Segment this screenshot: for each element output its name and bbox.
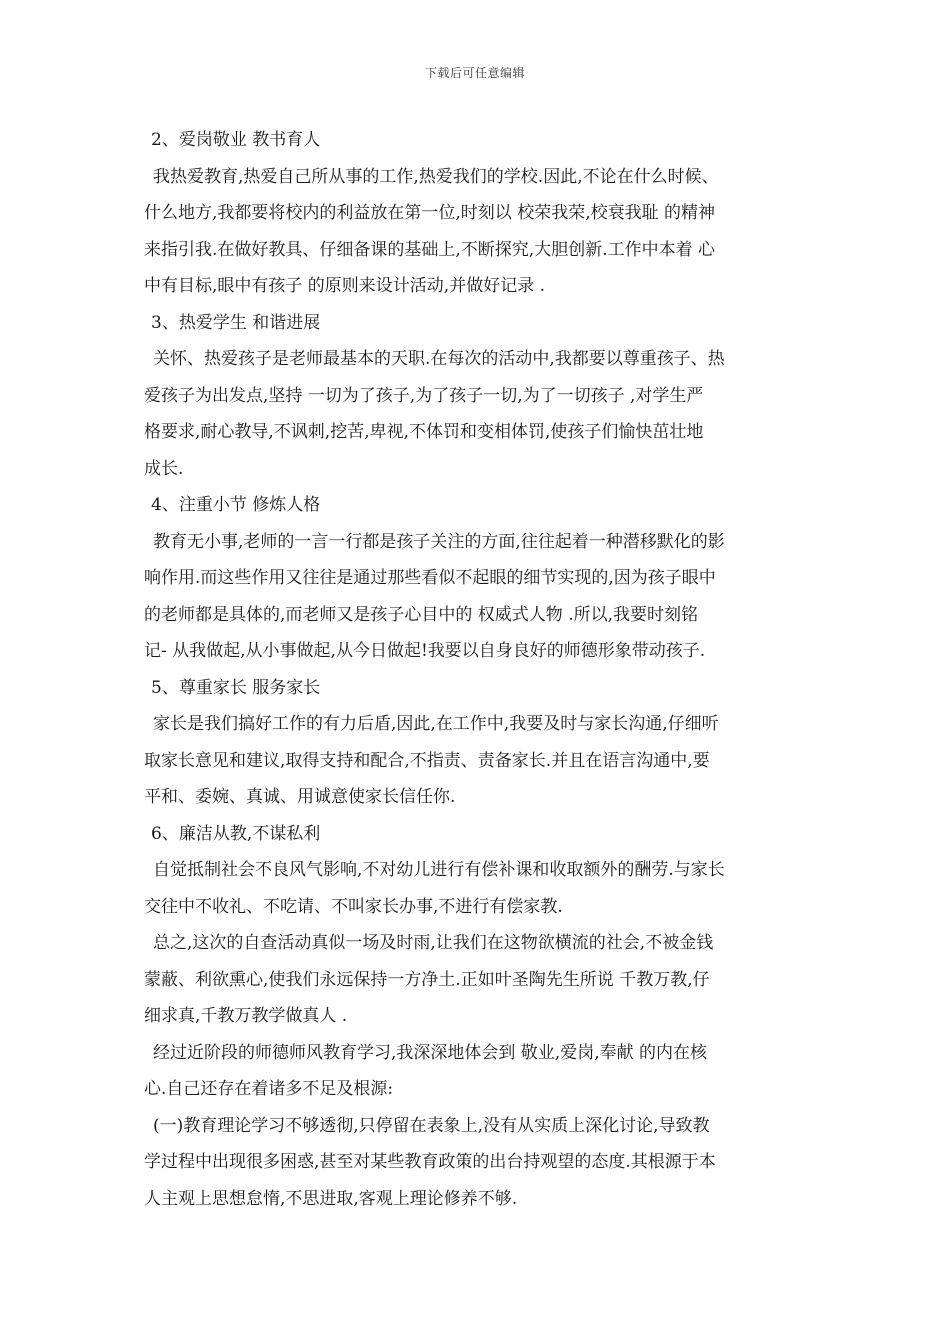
paragraph-line: 来指引我.在做好教具、仔细备课的基础上,不断探究,大胆创新.工作中本着 心 — [144, 239, 716, 260]
document-body — [144, 122, 810, 1217]
paragraph-line: 平和、委婉、真诚、用诚意使家长信任你. — [144, 787, 456, 807]
paragraph-line: 什么地方,我都要将校内的利益放在第一位,时刻以 校荣我荣,校衰我耻 的精神 — [144, 203, 716, 223]
paragraph-line: 教育无小事,老师的一言一行都是孩子关注的方面,往往起着一种潜移默化的影 — [153, 531, 725, 552]
paragraph-line: 响作用.而这些作用又往往是通过那些看似不起眼的细节实现的,因为孩子眼中 — [144, 568, 716, 588]
section-heading: 5、尊重家长 服务家长 — [151, 677, 321, 698]
paragraph-line: 心.自己还存在着诸多不足及根源: — [144, 1079, 394, 1099]
paragraph-line: 中有目标,眼中有孩子 的原则来设计活动,并做好记录 . — [144, 276, 546, 296]
paragraph-line: 关怀、热爱孩子是老师最基本的天职.在每次的活动中,我都要以尊重孩子、热 — [153, 349, 725, 369]
paragraph-line: 我热爱教育,热爱自己所从事的工作,热爱我们的学校.因此,不论在什么时候、 — [153, 166, 719, 187]
paragraph-line: 总之,这次的自查活动真似一场及时雨,让我们在这物欲横流的社会,不被金钱 — [153, 933, 714, 953]
paragraph-line: 经过近阶段的师德师风教育学习,我深深地体会到 敬业,爱岗,奉献 的内在核 — [153, 1042, 708, 1063]
paragraph-line: 细求真,千教万教学做真人 . — [144, 1006, 348, 1026]
paragraph-line: 的老师都是具体的,而老师又是孩子心目中的 权威式人物 .所以,我要时刻铭 — [144, 604, 699, 625]
paragraph-line: 人主观上思想怠惰,不思进取,客观上理论修养不够. — [144, 1188, 518, 1209]
paragraph-line: (一)教育理论学习不够透彻,只停留在表象上,没有从实质上深化讨论,导致教 — [153, 1115, 710, 1136]
paragraph-line: 学过程中出现很多困惑,甚至对某些教育政策的出台持观望的态度.其根源于本 — [144, 1152, 716, 1172]
page-header: 下载后可任意编辑 — [424, 66, 525, 80]
paragraph-line: 自觉抵制社会不良风气影响,不对幼儿进行有偿补课和收取额外的酬劳.与家长 — [153, 860, 725, 880]
paragraph-line: 爱孩子为出发点,坚持 一切为了孩子,为了孩子一切,为了一切孩子 ,对学生严 — [144, 385, 704, 406]
paragraph-line: 取家长意见和建议,取得支持和配合,不指责、责备家长.并且在语言沟通中,要 — [144, 750, 710, 771]
section-heading: 4、注重小节 修炼人格 — [151, 495, 321, 515]
section-heading: 3、热爱学生 和谐进展 — [151, 312, 321, 333]
section-heading: 2、爱岗敬业 教书育人 — [151, 130, 321, 150]
paragraph-line: 记- 从我做起,从小事做起,从今日做起!我要以自身良好的师德形象带动孩子. — [144, 641, 706, 661]
paragraph-line: 家长是我们搞好工作的有力后盾,因此,在工作中,我要及时与家长沟通,仔细听 — [153, 714, 719, 734]
section-heading: 6、廉洁从教,不谋私利 — [151, 823, 321, 844]
paragraph-line: 交往中不收礼、不吃请、不叫家长办事,不进行有偿家教. — [144, 896, 563, 917]
paragraph-line: 成长. — [144, 458, 184, 479]
paragraph-line: 蒙蔽、利欲熏心,使我们永远保持一方净土.正如叶圣陶先生所说 千教万教,仔 — [144, 969, 710, 990]
paragraph-line: 格要求,耐心教导,不讽刺,挖苦,卑视,不体罚和变相体罚,使孩子们愉快茁壮地 — [144, 422, 704, 442]
